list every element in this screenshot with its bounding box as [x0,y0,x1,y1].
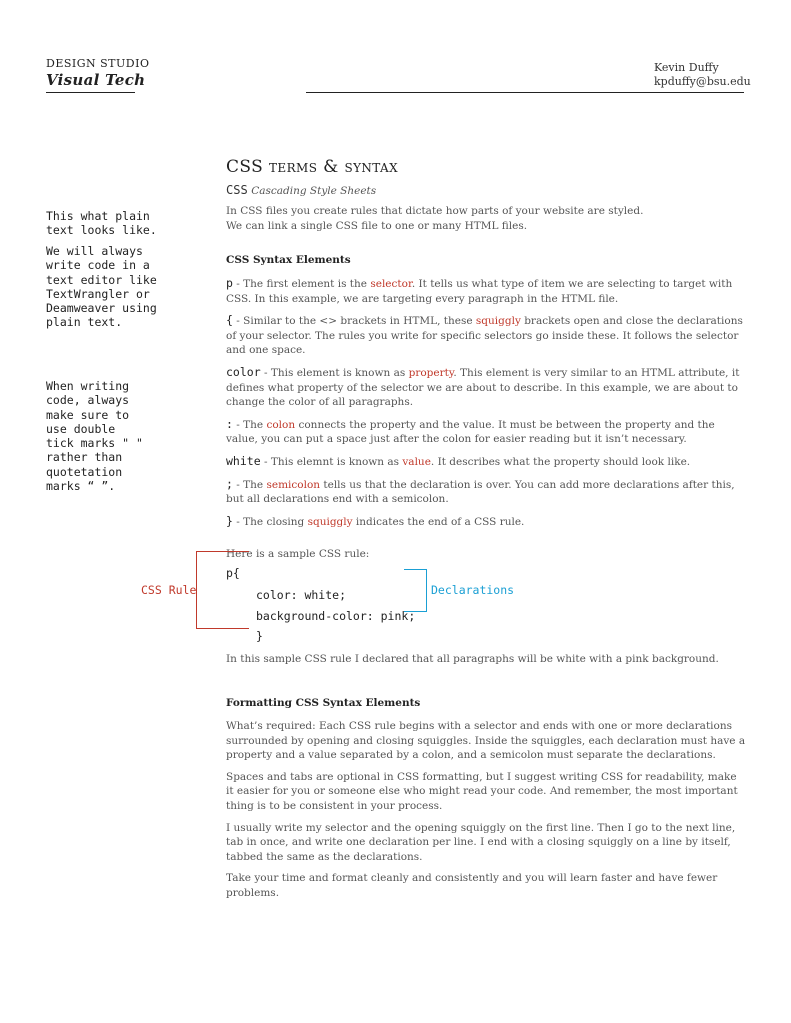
element-post: connects the property and the value. It must be between the property and the value, you can put a space just after the colon for easier reading but it isn’t necessary. [226,418,715,446]
code-line-close: } [256,628,263,643]
main-content [226,157,746,908]
declarations-label: Declarations [431,583,515,597]
code-example [226,566,746,650]
element-selector [226,276,746,306]
element-post: indicates the end of a CSS rule. [352,515,525,528]
element-post: brackets open and close the declarations of your selector. The rules you write for specific selectors go inside these. It follows the selector and one space. [226,315,743,357]
element-pre: - The [232,478,267,491]
element-open-squiggly [226,313,746,358]
intro-paragraph [226,204,746,233]
formatting-paragraph: Take your time and format cleanly and consistently and you will learn faster and have fewer problems. [226,872,718,899]
element-close-squiggly [226,514,746,530]
element-keyword: value [402,455,431,468]
element-term: ; [226,476,233,491]
sidebar-note-text-editor: We will always write code in a text editor like TextWrangler or Deamweaver using plain text. [46,244,157,330]
css-rule-label: CSS Rule [141,583,197,597]
element-post: . It tells us what type of item we are selecting to target with CSS. In this example, we are targeting every paragraph in the HTML file. [226,277,733,305]
sample-intro: Here is a sample CSS rule: [226,548,370,561]
element-semicolon [226,477,746,507]
header-divider [306,92,744,93]
element-pre: - Similar to the <> brackets in HTML, these [232,315,476,328]
formatting-paragraph: I usually write my selector and the opening squiggly on the first line. Then I go to the next line, tab in once, and write one declaration per line. I end with a closing squiggly on a line by itself, tabbed the same as the declarations. [226,821,736,863]
element-post: . It describes what the property should look like. [430,455,691,468]
formatting-paragraph: What’s required: Each CSS rule begins with a selector and ends with one or more declarations surrounded by opening and closing squiggles. Inside the squiggles, each declaration must have a property and a value separated by a colon, and a semicolon must separate the declarations. [226,720,746,762]
element-keyword: squiggly [307,515,353,528]
page-title [226,157,746,177]
element-post: . This element is very similar to an HTML attribute, it defines what property of the selector we are about to describe. In this example, we are about to change the color of all paragraphs. [226,366,740,409]
element-term: color [226,364,261,379]
element-colon [226,417,746,447]
element-term: white [226,453,261,468]
subtitle-full: Cascading Style Sheets [251,184,377,197]
element-pre: - This element is known as [260,366,409,379]
element-pre: - This elemnt is known as [260,455,403,468]
element-pre: - The first element is the [232,277,371,290]
element-keyword: colon [266,418,296,431]
declarations-bracket [404,569,427,612]
sidebar-note-tick-marks: When writing code, always make sure to use double tick marks " " rather than quotetation marks “ ”. [46,379,143,494]
formatting-heading: Formatting CSS Syntax Elements [226,697,421,710]
element-term: } [226,513,233,528]
sample-summary: In this sample CSS rule I declared that all paragraphs will be white with a pink background. [226,652,719,665]
element-value [226,454,746,470]
brand-title: Visual Tech [46,71,146,89]
title-lead: CSS [226,157,264,177]
element-keyword: selector [370,277,412,290]
element-keyword: squiggly [475,315,521,328]
element-term: { [226,313,233,328]
element-term: : [226,416,233,431]
title-rest: terms & syntax [269,157,399,177]
css-rule-bracket [196,551,249,629]
author-email: kpduffy@bsu.edu [654,75,751,88]
studio-label: DESIGN STUDIO [46,57,150,70]
syntax-heading: CSS Syntax Elements [226,254,351,267]
element-term: p [226,275,233,290]
page-subtitle [226,183,746,199]
intro-line-1: In CSS files you create rules that dictate how parts of your website are styled. [226,205,644,218]
author-name: Kevin Duffy [654,61,719,74]
code-line-selector: p{ [226,565,240,580]
element-keyword: property [408,366,454,379]
code-line-declaration-2: background-color: pink; [256,608,416,623]
element-post: tells us that the declaration is over. You can add more declarations after this, but all declarations end with a semicolon. [226,478,735,506]
subtitle-abbr: CSS [226,182,248,197]
formatting-paragraph: Spaces and tabs are optional in CSS formatting, but I suggest writing CSS for readability, make it easier for you or someone else who might read your code. And remember, the most important thing is to be consistent in your process. [226,770,738,813]
intro-line-2: We can link a single CSS file to one or many HTML files. [226,219,528,232]
element-pre: - The [232,418,267,431]
code-line-declaration-1: color: white; [256,587,347,602]
sidebar-note-plain-text: This what plain text looks like. [46,209,157,238]
element-property [226,365,746,410]
element-pre: - The closing [232,515,308,528]
element-keyword: semicolon [266,478,321,491]
brand-divider [46,92,135,93]
